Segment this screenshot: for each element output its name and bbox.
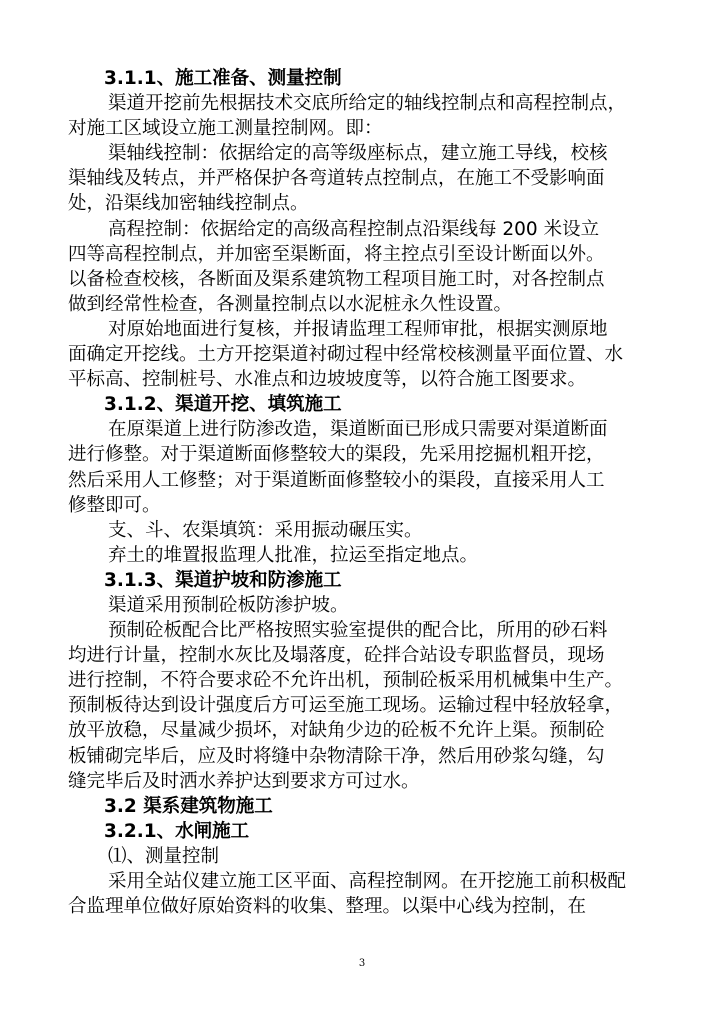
section-heading-3-1-2: 3.1.2、渠道开挖、填筑施工 xyxy=(104,394,342,416)
subsection-label: ⑴、测量控制 xyxy=(108,845,220,867)
paragraph-line: 以备检查校核，各断面及渠系建筑物工程项目施工时，对各控制点 xyxy=(68,268,605,290)
paragraph-line: 平标高、控制桩号、水准点和边坡坡度等，以符合施工图要求。 xyxy=(68,369,587,391)
paragraph-line: 在原渠道上进行防渗改造，渠道断面已形成只需要对渠道断面 xyxy=(108,419,608,441)
section-heading-3-1-3: 3.1.3、渠道护坡和防渗施工 xyxy=(104,569,342,591)
paragraph-line: 渠轴线及转点，并严格保护各弯道转点控制点，在施工不受影响面 xyxy=(68,168,605,190)
page-number: 3 xyxy=(358,958,366,969)
paragraph-line: 支、斗、农渠填筑：采用振动碾压实。 xyxy=(108,519,423,541)
paragraph-line: 预制砼板配合比严格按照实验室提供的配合比，所用的砂石料 xyxy=(108,620,608,642)
paragraph-line: 对原始地面进行复核，并报请监理工程师审批，根据实测原地 xyxy=(108,318,608,340)
paragraph-line: 高程控制：依据给定的高级高程控制点沿渠线每 200 米设立 xyxy=(108,218,600,240)
document-body xyxy=(68,66,658,919)
paragraph-line: 处，沿渠线加密轴线控制点。 xyxy=(68,193,309,215)
paragraph-line: 对施工区域设立施工测量控制网。即： xyxy=(68,118,383,140)
paragraph-line: 板铺砌完毕后，应及时将缝中杂物清除干净，然后用砂浆勾缝，勾 xyxy=(68,745,605,767)
paragraph-line: 修整即可。 xyxy=(68,494,161,516)
paragraph-line: 四等高程控制点，并加密至渠断面，将主控点引至设计断面以外。 xyxy=(68,243,605,265)
paragraph-line: 均进行计量，控制水灰比及塌落度，砼拌合站设专职监督员，现场 xyxy=(68,645,605,667)
paragraph-line: 进行修整。对于渠道断面修整较大的渠段，先采用挖掘机粗开挖， xyxy=(68,444,605,466)
paragraph-line: 预制板待达到设计强度后方可运至施工现场。运输过程中轻放轻拿， xyxy=(68,695,624,717)
paragraph-line: 进行控制，不符合要求砼不允许出机，预制砼板采用机械集中生产。 xyxy=(68,670,624,692)
paragraph-line: 合监理单位做好原始资料的收集、整理。以渠中心线为控制，在 xyxy=(68,896,587,918)
paragraph-line: 渠道采用预制砼板防渗护坡。 xyxy=(108,594,349,616)
paragraph-line: 做到经常性检查，各测量控制点以水泥桩永久性设置。 xyxy=(68,293,513,315)
paragraph-line: 渠轴线控制：依据给定的高等级座标点，建立施工导线，校核 xyxy=(108,143,608,165)
paragraph-line: 采用全站仪建立施工区平面、高程控制网。在开挖施工前积极配 xyxy=(108,871,627,892)
paragraph-line: 放平放稳，尽量减少损坏，对缺角少边的砼板不允许上渠。预制砼 xyxy=(68,720,605,742)
paragraph-line: 弃土的堆置报监理人批准，拉运至指定地点。 xyxy=(108,544,479,566)
paragraph-line: 面确定开挖线。土方开挖渠道衬砌过程中经常校核测量平面位置、水 xyxy=(68,344,624,366)
section-heading-3-2: 3.2 渠系建筑物施工 xyxy=(104,795,273,817)
section-heading-3-2-1: 3.2.1、水闸施工 xyxy=(104,820,250,842)
paragraph-line: 缝完毕后及时洒水养护达到要求方可过水。 xyxy=(68,770,420,792)
paragraph-line: 然后采用人工修整；对于渠道断面修整较小的渠段，直接采用人工 xyxy=(68,469,605,491)
paragraph-line: 渠道开挖前先根据技术交底所给定的轴线控制点和高程控制点， xyxy=(108,93,627,115)
section-heading-3-1-1: 3.1.1、施工准备、测量控制 xyxy=(104,68,342,89)
